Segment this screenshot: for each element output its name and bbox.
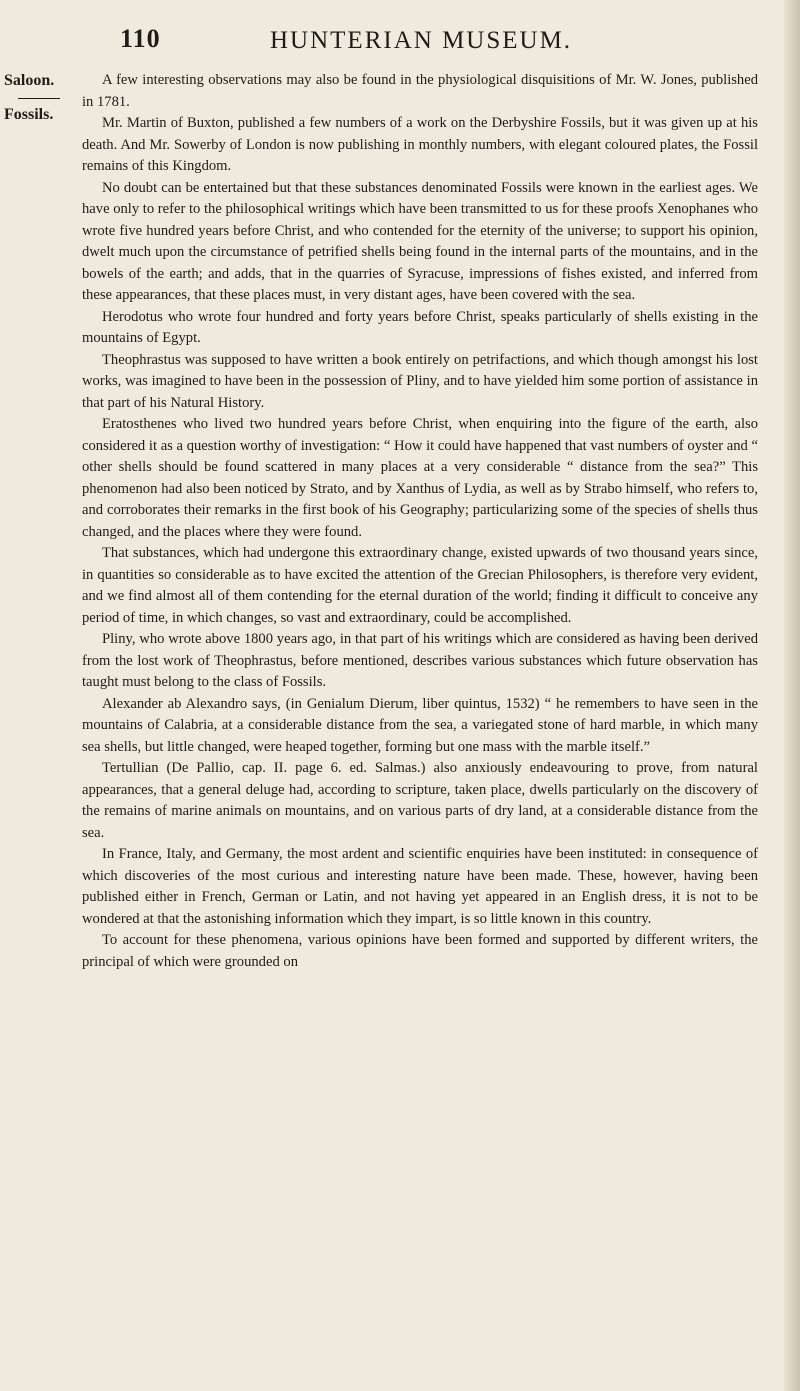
paragraph: No doubt can be entertained but that these substances denominated Fossils were known in the earliest ages. We have only to refer to the philosophical writings which have been transmitted to us for these proofs Xenophanes who wrote five hundred years before Christ, and who contended for the eternity of the universe; to support his opinion, dwelt much upon the circumstance of petrified shells being found in the internal parts of the mountains, and in the bowels of the earth; and adds, that in the quarries of Syracuse, impressions of fishes existed, and inferred from these appearances, that these places must, in very distant ages, have been covered with the sea.: [82, 179, 758, 303]
page-number: 110: [120, 24, 161, 53]
paragraph: Theophrastus was supposed to have written a book entirely on petrifactions, and which though amongst his lost works, was imagined to have been in the possession of Pliny, and to have yielded him some portion of assistance in that part of his Natural History.: [82, 351, 758, 411]
paragraph: Alexander ab Alexandro says, (in Genialum Dierum, liber quintus, 1532) “ he remembers to have seen in the mountains of Calabria, at a considerable distance from the sea, a variegated stone of hard marble, in which many sea shells, but little changed, were heaped together, forming but one mass with the marble itself.”: [82, 695, 758, 755]
paragraph: Tertullian (De Pallio, cap. II. page 6. ed. Salmas.) also anxiously endeavouring to prove, from natural appearances, that a general deluge had, according to scripture, taken place, dwells particularly on the discovery of the remains of marine animals on mountains, and on various parts of dry land, at a considerable distance from the sea.: [82, 760, 758, 841]
margin-note-saloon: Saloon.: [4, 72, 55, 89]
paragraph: A few interesting observations may also be found in the physiological disquisitions of Mr. W. Jones, published in 1781.: [82, 72, 758, 110]
margin-notes: [4, 70, 68, 126]
paragraph: Mr. Martin of Buxton, published a few numbers of a work on the Derbyshire Fossils, but it was given up at his death. And Mr. Sowerby of London is now publishing in monthly numbers, with elegant coloured plates, the Fossil remains of this Kingdom.: [82, 115, 758, 174]
paragraph: In France, Italy, and Germany, the most ardent and scientific enquiries have been instituted: in consequence of which discoveries of the most curious and interesting nature have been made. These, however, having been published either in French, German or Latin, and not having yet appeared in an English dress, it is not to be wondered at that the astonishing information which they impart, is so little known in this country.: [82, 846, 758, 927]
body-text: [82, 70, 758, 1380]
paragraph: To account for these phenomena, various opinions have been formed and supported by different writers, the principal of which were grounded on: [82, 932, 758, 970]
paragraph: Eratosthenes who lived two hundred years before Christ, when enquiring into the figure of the earth, also considered it as a question worthy of investigation: “ How it could have happened that vast numbers of oyster and “ other shells should be found scattered in many places at a very considerable “ distance from the sea?” This phenomenon had also been noticed by Strato, and by Xanthus of Lydia, as well as by Strabo himself, who refers to, and corroborates their remarks in the first book of his Geography; particularizing some of the species of shells thus changed, and the places where they were found.: [82, 416, 758, 540]
paragraph: Herodotus who wrote four hundred and forty years before Christ, speaks particularly of shells existing in the mountains of Egypt.: [82, 308, 758, 346]
page-header: [120, 24, 760, 64]
paragraph: Pliny, who wrote above 1800 years ago, in that part of his writings which are considered as having been derived from the lost work of Theophrastus, before mentioned, describes various substances which future observation has taught must belong to the class of Fossils.: [82, 631, 758, 690]
margin-rule: [18, 98, 60, 99]
running-head: HUNTERIAN MUSEUM.: [270, 27, 573, 54]
paragraph: That substances, which had undergone this extraordinary change, existed upwards of two thousand years since, in quantities so considerable as to have excited the attention of the Grecian Philosophers, is therefore very evident, and we find almost all of them contending for the eternal duration of the world; finding it difficult to conceive any period of time, in which changes, so vast and extraordinary, could be accomplished.: [82, 545, 758, 626]
margin-note-fossils: Fossils.: [4, 106, 54, 123]
page-edge: [784, 0, 800, 1391]
